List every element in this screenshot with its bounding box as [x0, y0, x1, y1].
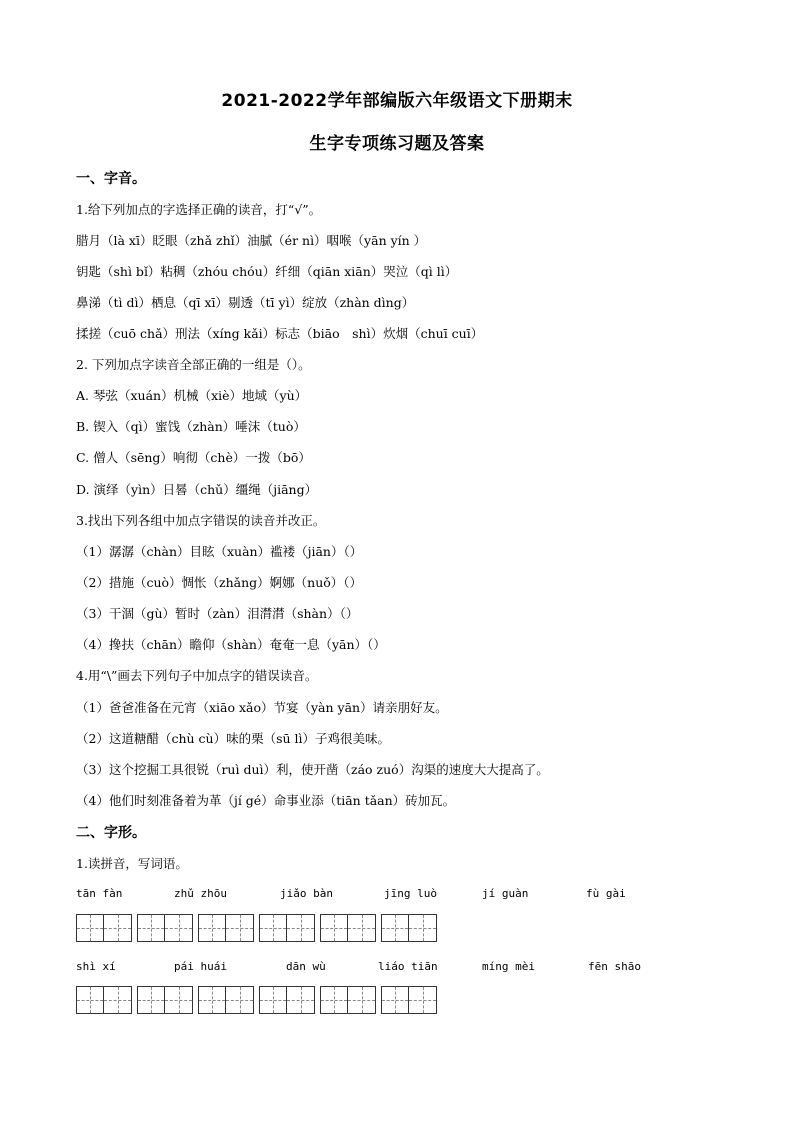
pinyin-label: shì xí — [76, 960, 116, 973]
writing-grid-row — [76, 914, 716, 944]
question-5: 1.读拼音，写词语。 — [76, 856, 188, 871]
question-1: 1.给下列加点的字选择正确的读音，打“√”。 — [76, 202, 322, 217]
pinyin-label: zhǔ zhōu — [174, 887, 227, 900]
page-title-line2: 生字专项练习题及答案 — [309, 134, 485, 154]
pinyin-row — [76, 960, 716, 976]
writing-box-group[interactable] — [381, 986, 437, 1016]
writing-cell[interactable] — [104, 986, 132, 1014]
pinyin-label: tān fàn — [76, 887, 123, 900]
writing-cell[interactable] — [165, 914, 193, 942]
writing-box-group[interactable] — [259, 914, 315, 944]
question-4-item: （4）他们时刻准备着为革（jí gé）命事业添（tiān tǎan）砖加瓦。 — [76, 793, 456, 808]
question-3-item: （3）干涸（gù）暂时（zàn）泪潸潸（shàn）（） — [76, 606, 359, 621]
writing-box-group[interactable] — [198, 986, 254, 1016]
pinyin-label: jīng luò — [384, 887, 437, 900]
writing-cell[interactable] — [198, 914, 226, 942]
question-2: 2. 下列加点字读音全部正确的一组是（）。 — [76, 357, 311, 372]
writing-cell[interactable] — [137, 914, 165, 942]
writing-box-group[interactable] — [76, 914, 132, 944]
writing-box-group[interactable] — [137, 914, 193, 944]
writing-cell[interactable] — [165, 986, 193, 1014]
writing-cell[interactable] — [104, 914, 132, 942]
writing-cell[interactable] — [348, 914, 376, 942]
question-2-option: C. 僧人（sēng）响彻（chè）一拨（bō） — [76, 450, 311, 465]
question-4-item: （2）这道糖醋（chù cù）味的栗（sū lì）子鸡很美味。 — [76, 731, 391, 746]
question-3-item: （2）措施（cuò）惆怅（zhǎng）婀娜（nuǒ）（） — [76, 575, 363, 590]
question-1-line: 钥匙（shì bǐ）粘稠（zhóu chóu）纤细（qiān xiān）哭泣（qì lì） — [76, 264, 458, 279]
question-1-line: 腊月（là xī）眨眼（zhǎ zhǐ）油腻（ér nì）咽喉（yān yín ） — [76, 233, 427, 248]
question-1-line: 鼻涕（tì dì）栖息（qī xī）剔透（tī yì）绽放（zhàn dìng） — [76, 295, 415, 310]
pinyin-row — [76, 887, 716, 903]
writing-box-group[interactable] — [320, 914, 376, 944]
writing-cell[interactable] — [287, 986, 315, 1014]
question-2-option: B. 锲入（qì）蜜饯（zhàn）唾沫（tuò） — [76, 419, 306, 434]
writing-cell[interactable] — [381, 986, 409, 1014]
writing-cell[interactable] — [76, 986, 104, 1014]
writing-box-group[interactable] — [259, 986, 315, 1016]
pinyin-label: fēn shāo — [588, 960, 641, 973]
question-4-item: （3）这个挖掘工具很锐（ruì duì）利，使开凿（záo zuó）沟渠的速度大大提高了。 — [76, 762, 549, 777]
pinyin-label: pái huái — [174, 960, 227, 973]
writing-cell[interactable] — [198, 986, 226, 1014]
writing-cell[interactable] — [320, 914, 348, 942]
pinyin-label: jí guàn — [482, 887, 529, 900]
question-3-item: （1）潺潺（chàn）目眩（xuàn）褴褛（jiān）（） — [76, 544, 363, 559]
pinyin-label: dān wù — [286, 960, 326, 973]
pinyin-label: fù gài — [586, 887, 626, 900]
writing-cell[interactable] — [409, 914, 437, 942]
question-1-line: 揉搓（cuō chǎ）刑法（xíng kǎi）标志（biāo shì）炊烟（chuī cuī） — [76, 326, 484, 341]
writing-cell[interactable] — [348, 986, 376, 1014]
question-3: 3.找出下列各组中加点字错误的读音并改正。 — [76, 513, 326, 528]
writing-cell[interactable] — [76, 914, 104, 942]
writing-cell[interactable] — [381, 914, 409, 942]
question-2-option: D. 演绎（yìn）日晷（chǔ）缰绳（jiāng） — [76, 482, 318, 497]
writing-box-group[interactable] — [198, 914, 254, 944]
writing-box-group[interactable] — [137, 986, 193, 1016]
writing-grid-row — [76, 986, 716, 1016]
writing-cell[interactable] — [287, 914, 315, 942]
question-4: 4.用“\”画去下列句子中加点字的错误读音。 — [76, 668, 318, 683]
pinyin-label: jiǎo bàn — [280, 887, 333, 900]
page-title-line1: 2021-2022学年部编版六年级语文下册期末 — [221, 91, 573, 111]
writing-box-group[interactable] — [320, 986, 376, 1016]
question-3-item: （4）搀扶（chān）瞻仰（shàn）奄奄一息（yān）（） — [76, 637, 386, 652]
pinyin-label: liáo tiān — [378, 960, 438, 973]
question-4-item: （1）爸爸准备在元宵（xiāo xǎo）节宴（yàn yān）请亲朋好友。 — [76, 700, 448, 715]
writing-box-group[interactable] — [381, 914, 437, 944]
writing-cell[interactable] — [137, 986, 165, 1014]
writing-cell[interactable] — [320, 986, 348, 1014]
pinyin-label: míng mèi — [482, 960, 535, 973]
writing-cell[interactable] — [409, 986, 437, 1014]
writing-box-group[interactable] — [76, 986, 132, 1016]
section-heading-character-form: 二、字形。 — [76, 825, 146, 841]
section-heading-pronunciation: 一、字音。 — [76, 171, 146, 187]
writing-cell[interactable] — [226, 914, 254, 942]
writing-cell[interactable] — [226, 986, 254, 1014]
question-2-option: A. 琴弦（xuán）机械（xiè）地域（yù） — [76, 388, 308, 403]
writing-cell[interactable] — [259, 986, 287, 1014]
writing-cell[interactable] — [259, 914, 287, 942]
